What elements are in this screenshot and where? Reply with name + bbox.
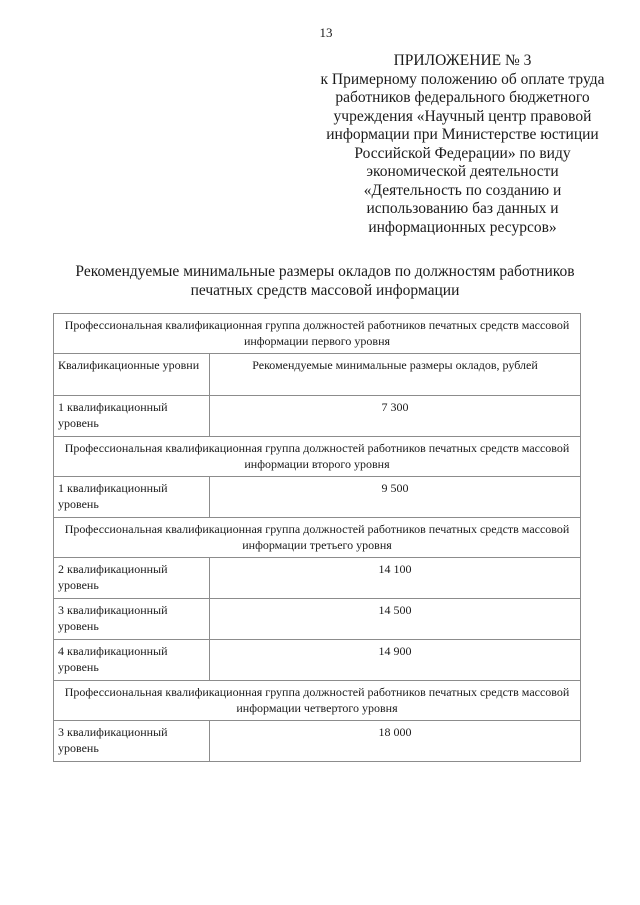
column-header-level: Квалификационные уровни — [54, 354, 210, 396]
appendix-line: экономической деятельности — [366, 163, 559, 180]
salary-cell: 14 900 — [210, 640, 581, 681]
table-row — [54, 396, 581, 437]
salary-cell: 18 000 — [210, 721, 581, 762]
level-cell: 2 квалификационный уровень — [54, 558, 210, 599]
salary-table — [53, 313, 581, 762]
group-header-row — [54, 518, 581, 558]
level-cell: 4 квалификационный уровень — [54, 640, 210, 681]
level-cell: 1 квалификационный уровень — [54, 477, 210, 518]
table-row — [54, 599, 581, 640]
title-line: печатных средств массовой информации — [190, 282, 460, 299]
column-header-row — [54, 354, 581, 396]
salary-cell: 7 300 — [210, 396, 581, 437]
group-title: Профессиональная квалификационная группа должностей работников печатных средств массовой информации второго уровня — [54, 437, 581, 477]
group-header-row — [54, 437, 581, 477]
group-title: Профессиональная квалификационная группа должностей работников печатных средств массовой информации первого уровня — [54, 314, 581, 354]
appendix-line: информации при Министерстве юстиции — [326, 126, 599, 143]
level-cell: 3 квалификационный уровень — [54, 721, 210, 762]
appendix-line: учреждения «Научный центр правовой — [333, 107, 592, 125]
group-title: Профессиональная квалификационная группа должностей работников печатных средств массовой информации четвертого уровня — [54, 681, 581, 721]
appendix-line: использованию баз данных и — [366, 200, 559, 217]
appendix-title: ПРИЛОЖЕНИЕ № 3 — [393, 52, 532, 69]
appendix-line: информационных ресурсов» — [368, 218, 557, 236]
appendix-header — [300, 52, 625, 237]
appendix-line: Российской Федерации» по виду — [354, 144, 571, 162]
salary-cell: 14 100 — [210, 558, 581, 599]
title-line: Рекомендуемые минимальные размеры окладов по должностям работников — [75, 263, 575, 280]
level-cell: 1 квалификационный уровень — [54, 396, 210, 437]
salary-cell: 14 500 — [210, 599, 581, 640]
appendix-line: «Деятельность по созданию и — [363, 181, 562, 199]
table-row — [54, 640, 581, 681]
table-row — [54, 721, 581, 762]
appendix-line: к Примерному положению об оплате труда — [320, 70, 605, 88]
table-row — [54, 558, 581, 599]
group-header-row — [54, 314, 581, 354]
column-header-salary: Рекомендуемые минимальные размеры окладов, рублей — [210, 354, 581, 396]
appendix-line: работников федерального бюджетного — [335, 89, 590, 106]
table-row — [54, 477, 581, 518]
level-cell: 3 квалификационный уровень — [54, 599, 210, 640]
page-number: 13 — [319, 25, 333, 40]
salary-cell: 9 500 — [210, 477, 581, 518]
group-title: Профессиональная квалификационная группа должностей работников печатных средств массовой информации третьего уровня — [54, 518, 581, 558]
group-header-row — [54, 681, 581, 721]
document-title — [40, 262, 610, 300]
